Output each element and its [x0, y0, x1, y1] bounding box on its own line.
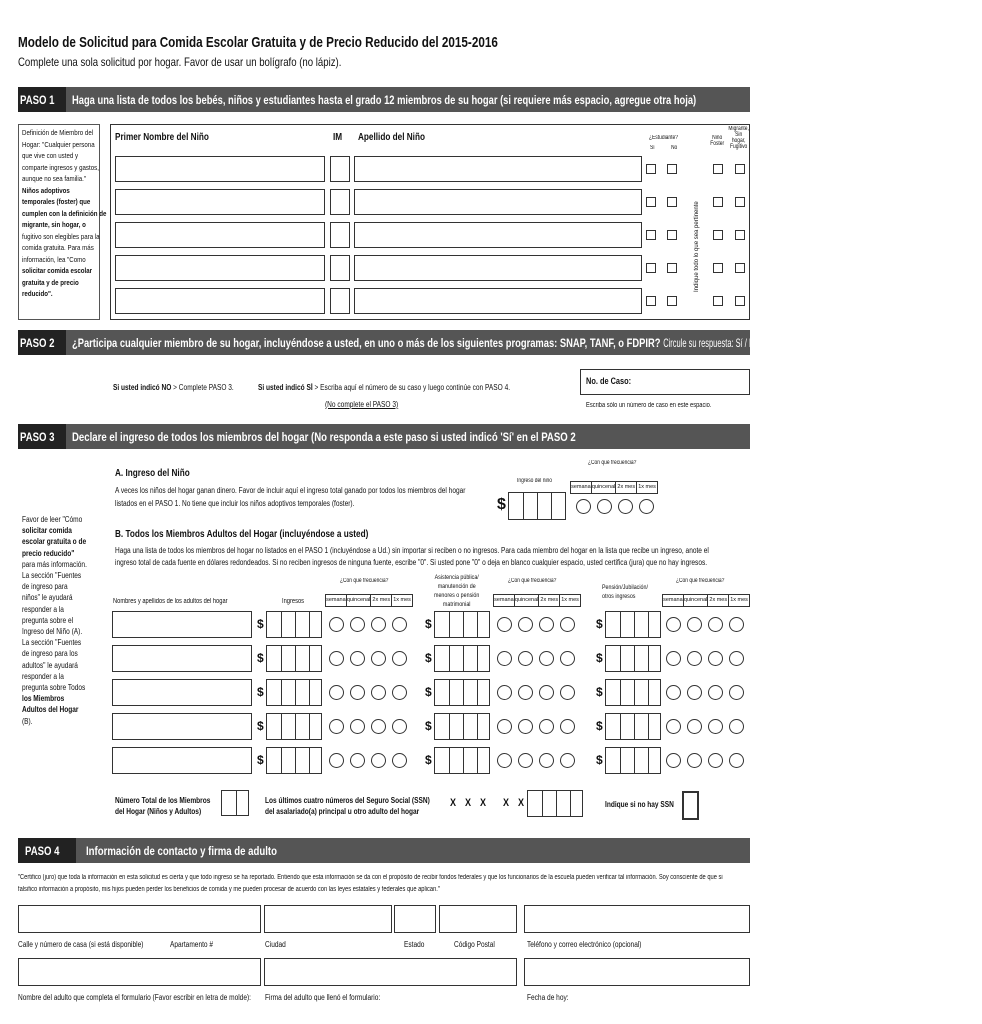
side-note-line: solicitar comida	[22, 526, 72, 536]
income-freq-circle[interactable]	[329, 753, 344, 768]
form-subtitle: Complete una sola solicitud por hogar. Favor de usar un bolígrafo (no lápiz).	[18, 55, 342, 69]
col-migrant: Migrante, Sin hogar, Fugitivo	[728, 126, 749, 150]
freq-label: 2x mes	[615, 482, 636, 493]
adult-name-field[interactable]	[112, 747, 252, 774]
vertical-note: Indique todo lo que sea pertinente	[694, 201, 700, 292]
child-mi-field[interactable]	[330, 156, 350, 182]
pension-field[interactable]	[605, 611, 661, 638]
income-freq-circle[interactable]	[392, 617, 407, 632]
assistance-freq-circle[interactable]	[518, 753, 533, 768]
freq-question-2: ¿Con qué frecuencia?	[508, 578, 557, 584]
paso1-header	[18, 87, 750, 112]
income-field[interactable]	[266, 645, 322, 672]
side-note-line: fugitivo son elegibles para la	[22, 231, 100, 241]
col-student: ¿Estudiante?	[649, 135, 678, 141]
state-field[interactable]	[394, 905, 436, 933]
paso2-circle-answer[interactable]: Circule su respuesta: Sí / No	[663, 335, 759, 350]
income-freq-circle[interactable]	[371, 719, 386, 734]
adult-income-text-2: ingreso total de cada fuente en dólares redondeados. Si no reciben ingresos de ninguna fuente, escribe "0". Si usted pone "0" o deja en blanco cualquier espacio, usted certifica (jura) que no hay ingresos.	[115, 558, 708, 567]
side-note-line: para más información.	[22, 559, 87, 569]
total-members-field[interactable]	[221, 790, 249, 816]
student-no-checkbox[interactable]	[667, 263, 677, 273]
child-income-title: A. Ingreso del Niño	[115, 468, 190, 479]
student-no-checkbox[interactable]	[667, 197, 677, 207]
adult-name-field[interactable]	[112, 645, 252, 672]
side-note-line: precio reducido"	[22, 548, 75, 558]
dollar-sign: $	[596, 685, 603, 699]
student-yes-checkbox[interactable]	[646, 164, 656, 174]
paso3-header	[18, 424, 750, 449]
paso2-title: ¿Participa cualquier miembro de su hogar, incluyéndose a usted, en uno o más de los siguientes programas: SNAP, TANF, o FDPIR? Circule su respuesta: Sí / No	[72, 335, 759, 350]
pension-freq-circle[interactable]	[729, 685, 744, 700]
adult-income-title: B. Todos los Miembros Adultos del Hogar (incluyéndose a usted)	[115, 529, 369, 540]
dollar-sign: $	[596, 617, 603, 631]
side-note-line: Favor de leer "Cómo	[22, 515, 83, 524]
ssn-label: Los últimos cuatro números del Seguro Social (SSN) del asalariado(a) principal u otro adulto del hogar	[265, 796, 430, 816]
assistance-freq-circle[interactable]	[560, 753, 575, 768]
pension-freq-circle[interactable]	[729, 719, 744, 734]
dollar-sign: $	[257, 753, 264, 767]
col-income: Ingresos	[282, 598, 305, 605]
freq-label: 2x mes	[707, 595, 728, 606]
income-freq-circle[interactable]	[329, 651, 344, 666]
paso4-title: Información de contacto y firma de adulto	[86, 843, 277, 858]
income-freq-circle[interactable]	[350, 685, 365, 700]
side-note-line: solicitar comida escolar	[22, 266, 93, 275]
side-note-line: comida gratuita. Para más	[22, 243, 94, 252]
side-note-line: temporales (foster) que	[22, 197, 91, 206]
child-freq-circle[interactable]	[639, 499, 654, 514]
no-ssn-checkbox[interactable]	[682, 791, 699, 820]
date-label: Fecha de hoy:	[527, 993, 569, 1002]
income-freq-circle[interactable]	[350, 651, 365, 666]
dollar-sign: $	[425, 617, 432, 631]
student-no-checkbox[interactable]	[667, 230, 677, 240]
income-freq-circle[interactable]	[350, 719, 365, 734]
child-income-label: Ingreso del niño	[517, 478, 553, 484]
freq-label: 2x mes	[538, 595, 559, 606]
assistance-freq-circle[interactable]	[497, 651, 512, 666]
side-note-line: La sección "Fuentes	[22, 571, 82, 580]
migrant-checkbox[interactable]	[735, 230, 745, 240]
dollar-sign: $	[425, 651, 432, 665]
col-no: No	[671, 145, 678, 151]
freq-label: quincenal	[591, 482, 616, 493]
dollar-sign: $	[257, 617, 264, 631]
income-freq-circle[interactable]	[371, 685, 386, 700]
side-note-line: migrante, sin hogar, o	[22, 220, 86, 229]
freq-question-1: ¿Con qué frecuencia?	[340, 578, 389, 584]
side-note-line: Ingreso del Niño (A).	[22, 627, 83, 636]
dollar-sign: $	[425, 753, 432, 767]
freq-header-1	[325, 594, 413, 607]
foster-checkbox[interactable]	[713, 296, 723, 306]
income-freq-circle[interactable]	[350, 753, 365, 768]
freq-label: semana	[571, 484, 591, 490]
apt-label: Apartamento #	[170, 940, 214, 949]
freq-label: quincenal	[683, 595, 708, 606]
side-note-line: Niños adoptivos	[22, 185, 70, 195]
case-number-note: Escriba sólo un número de caso en este espacio.	[586, 402, 712, 409]
assistance-freq-circle[interactable]	[497, 685, 512, 700]
freq-header-2	[493, 594, 581, 607]
student-yes-checkbox[interactable]	[646, 230, 656, 240]
pension-freq-circle[interactable]	[687, 617, 702, 632]
pension-freq-circle[interactable]	[708, 719, 723, 734]
child-mi-field[interactable]	[330, 288, 350, 314]
pension-field[interactable]	[605, 645, 661, 672]
student-yes-checkbox[interactable]	[646, 197, 656, 207]
state-label: Estado	[404, 940, 425, 949]
child-income-text-1: A veces los niños del hogar ganan dinero. Favor de incluir aquí el ingreso total ganado por todos los miembros del hogar	[115, 486, 466, 495]
pension-field[interactable]	[605, 747, 661, 774]
pension-freq-circle[interactable]	[729, 617, 744, 632]
pension-field[interactable]	[605, 679, 661, 706]
pension-freq-circle[interactable]	[708, 617, 723, 632]
paso4-step-label: PASO 4	[18, 838, 76, 863]
child-freq-circle[interactable]	[618, 499, 633, 514]
col-foster: Niño Foster	[710, 135, 725, 147]
adult-name-field[interactable]	[112, 713, 252, 740]
freq-label: 1x mes	[559, 595, 580, 606]
dollar-sign: $	[596, 651, 603, 665]
signature-label: Firma del adulto que llenó el formulario:	[265, 993, 381, 1002]
city-field[interactable]	[264, 905, 392, 933]
assistance-freq-circle[interactable]	[518, 617, 533, 632]
side-note-line: información, lea "Como	[22, 254, 86, 264]
income-freq-circle[interactable]	[392, 651, 407, 666]
assistance-field[interactable]	[434, 713, 490, 740]
pension-freq-circle[interactable]	[687, 651, 702, 666]
pension-freq-circle[interactable]	[687, 753, 702, 768]
pension-freq-circle[interactable]	[687, 719, 702, 734]
child-first-name-field[interactable]	[115, 222, 325, 248]
pension-freq-circle[interactable]	[687, 685, 702, 700]
col-adult-names: Nombres y apellidos de los adultos del hogar	[113, 598, 228, 605]
freq-label: semana	[326, 597, 346, 603]
ssn-mask-char: X	[518, 797, 525, 809]
col-mi: IM	[333, 132, 343, 143]
child-mi-field[interactable]	[330, 255, 350, 281]
pension-freq-circle[interactable]	[729, 753, 744, 768]
side-note-line: pregunta sobre Todos	[22, 683, 86, 692]
income-freq-circle[interactable]	[329, 617, 344, 632]
paso2-dont-complete: (No complete el PASO 3)	[325, 400, 399, 409]
child-mi-field[interactable]	[330, 189, 350, 215]
side-note-line: Hogar: "Cualquier persona	[22, 139, 95, 149]
dollar-sign: $	[425, 685, 432, 699]
freq-label: 1x mes	[636, 482, 657, 493]
adult-name-field[interactable]	[112, 679, 252, 706]
col-yes: Sí	[650, 145, 655, 151]
paso3-title: Declare el ingreso de todos los miembros del hogar (No responda a este paso si usted indicó 'Sí' en el PASO 2	[72, 429, 576, 444]
paso1-step-label: PASO 1	[18, 87, 66, 112]
freq-label: quincenal	[514, 595, 539, 606]
assistance-freq-circle[interactable]	[539, 651, 554, 666]
signature-field[interactable]	[264, 958, 517, 986]
assistance-freq-circle[interactable]	[518, 685, 533, 700]
pension-freq-circle[interactable]	[729, 651, 744, 666]
pension-freq-circle[interactable]	[708, 753, 723, 768]
child-mi-field[interactable]	[330, 222, 350, 248]
phone-label: Teléfono y correo electrónico (opcional)	[527, 940, 642, 949]
foster-checkbox[interactable]	[713, 197, 723, 207]
paso2-if-yes: Si usted indicó SÍ > Escriba aquí el número de su caso y luego continúe con PASO 4.	[258, 383, 511, 392]
income-freq-circle[interactable]	[371, 617, 386, 632]
freq-label: quincenal	[346, 595, 371, 606]
freq-label: 1x mes	[391, 595, 412, 606]
assistance-field[interactable]	[434, 679, 490, 706]
ssn-mask-char: X	[503, 797, 510, 809]
income-field[interactable]	[266, 747, 322, 774]
migrant-checkbox[interactable]	[735, 197, 745, 207]
side-note-line: aunque no sea familia."	[22, 174, 87, 183]
assistance-freq-circle[interactable]	[560, 617, 575, 632]
side-note-line: adultos" le ayudará	[22, 660, 78, 670]
paso3-step-label: PASO 3	[18, 424, 66, 449]
freq-question-3: ¿Con qué frecuencia?	[676, 578, 725, 584]
dollar-sign: $	[425, 719, 432, 733]
ssn-mask-char: X	[480, 797, 487, 809]
income-freq-circle[interactable]	[329, 719, 344, 734]
child-first-name-field[interactable]	[115, 156, 325, 182]
side-note-line: niños" le ayudará	[22, 593, 73, 603]
street-label: Calle y número de casa (si está disponible)	[18, 940, 144, 949]
dollar-sign: $	[596, 719, 603, 733]
child-last-name-field[interactable]	[354, 288, 642, 314]
pension-field[interactable]	[605, 713, 661, 740]
zip-field[interactable]	[439, 905, 517, 933]
ssn-mask-char: X	[450, 797, 457, 809]
side-note-line: (B).	[22, 716, 33, 726]
paso2-header	[18, 330, 759, 355]
side-note-line: reducido".	[22, 289, 53, 298]
migrant-checkbox[interactable]	[735, 296, 745, 306]
assistance-field[interactable]	[434, 747, 490, 774]
side-note-line: gratuita y de precio	[22, 277, 79, 287]
side-note-line: Definición de Miembro del	[22, 128, 94, 137]
assistance-freq-circle[interactable]	[560, 685, 575, 700]
child-first-name-field[interactable]	[115, 288, 325, 314]
income-freq-circle[interactable]	[329, 685, 344, 700]
side-note-line: responder a la	[22, 604, 64, 614]
adult-name-field[interactable]	[112, 611, 252, 638]
side-note-line: los Miembros	[22, 694, 65, 704]
paso2-if-no: Si usted indicó NO > Complete PASO 3.	[113, 383, 234, 392]
street-field[interactable]	[18, 905, 261, 933]
side-note-line: pregunta sobre el	[22, 615, 74, 625]
student-yes-checkbox[interactable]	[646, 263, 656, 273]
child-last-name-field[interactable]	[354, 189, 642, 215]
pension-freq-circle[interactable]	[708, 651, 723, 666]
assistance-freq-circle[interactable]	[518, 651, 533, 666]
ssn-last-four-field[interactable]	[527, 790, 583, 817]
phone-field[interactable]	[524, 905, 750, 933]
total-members-label: Número Total de los Miembros del Hogar (Niños y Adultos)	[115, 796, 211, 816]
date-field[interactable]	[524, 958, 750, 986]
paso4-header	[18, 838, 750, 863]
assistance-freq-circle[interactable]	[539, 753, 554, 768]
child-last-name-field[interactable]	[354, 156, 642, 182]
freq-label: 1x mes	[728, 595, 749, 606]
income-freq-circle[interactable]	[350, 617, 365, 632]
dollar-sign: $	[596, 753, 603, 767]
side-note-line: escolar gratuita o de	[22, 537, 87, 547]
zip-label: Código Postal	[454, 940, 495, 949]
income-freq-circle[interactable]	[392, 753, 407, 768]
certify-text-1: "Certifico (juro) que toda la información en esta solicitud es cierta y que todo ingreso se ha reportado. Entiendo que esta información se da con el propósito de recibir fondos federales y que los funcionarios de la escuela pueden verificar tal información. Soy consciente de que si	[18, 874, 723, 881]
paso2-step-label: PASO 2	[18, 330, 66, 355]
assistance-freq-circle[interactable]	[497, 617, 512, 632]
assistance-freq-circle[interactable]	[539, 617, 554, 632]
assistance-freq-circle[interactable]	[539, 719, 554, 734]
income-field[interactable]	[266, 611, 322, 638]
col-assistance: Asistencia pública/ manutención de menores o pensión matrimonial	[434, 574, 480, 608]
pension-freq-circle[interactable]	[666, 651, 681, 666]
paso1-title: Haga una lista de todos los bebés, niños y estudiantes hasta el grado 12 miembros de su hogar (si requiere más espacio, agregue otra hoja)	[72, 92, 697, 107]
child-freq-circle[interactable]	[597, 499, 612, 514]
income-freq-circle[interactable]	[392, 719, 407, 734]
pension-freq-circle[interactable]	[666, 685, 681, 700]
side-note-line: La sección "Fuentes	[22, 638, 82, 648]
migrant-checkbox[interactable]	[735, 263, 745, 273]
assistance-field[interactable]	[434, 645, 490, 672]
side-note-line: responder a la	[22, 671, 64, 681]
side-note-line: de ingreso para	[22, 582, 68, 592]
printed-name-field[interactable]	[18, 958, 261, 986]
migrant-checkbox[interactable]	[735, 164, 745, 174]
assistance-freq-circle[interactable]	[497, 753, 512, 768]
dollar-sign: $	[257, 651, 264, 665]
assistance-freq-circle[interactable]	[518, 719, 533, 734]
assistance-freq-circle[interactable]	[497, 719, 512, 734]
child-income-text-2: listados en el PASO 1. No tiene que incluir los niños adoptivos temporales (foster).	[115, 499, 355, 508]
child-last-name-field[interactable]	[354, 222, 642, 248]
income-field[interactable]	[266, 713, 322, 740]
child-last-name-field[interactable]	[354, 255, 642, 281]
certify-text-2: falsifico información a propósito, mis hijos pueden perder los beneficios de comida y me pueden procesar de acuerdo con las leyes estatales y federales que aplican."	[18, 886, 440, 893]
adult-income-text-1: Haga una lista de todos los miembros del hogar no listados en el PASO 1 (incluyéndose a Ud.) sin importar si reciben o no ingresos. Para cada miembro del hogar en la lista que recibe un ingreso, anote el	[115, 546, 709, 555]
city-label: Ciudad	[265, 940, 286, 949]
income-freq-circle[interactable]	[371, 753, 386, 768]
pension-freq-circle[interactable]	[666, 753, 681, 768]
pension-freq-circle[interactable]	[666, 617, 681, 632]
assistance-freq-circle[interactable]	[539, 685, 554, 700]
child-freq-header	[570, 481, 658, 494]
foster-checkbox[interactable]	[713, 263, 723, 273]
side-note-line: Adultos del Hogar	[22, 705, 79, 715]
student-yes-checkbox[interactable]	[646, 296, 656, 306]
side-note-line: de ingreso para los	[22, 649, 78, 659]
income-freq-circle[interactable]	[371, 651, 386, 666]
dollar-sign: $	[257, 719, 264, 733]
child-first-name-field[interactable]	[115, 255, 325, 281]
assistance-field[interactable]	[434, 611, 490, 638]
freq-label: semana	[663, 597, 683, 603]
student-no-checkbox[interactable]	[667, 164, 677, 174]
income-field[interactable]	[266, 679, 322, 706]
no-ssn-label: Indique si no hay SSN	[605, 800, 674, 809]
pension-freq-circle[interactable]	[708, 685, 723, 700]
pension-freq-circle[interactable]	[666, 719, 681, 734]
col-last-name: Apellido del Niño	[358, 132, 425, 143]
student-no-checkbox[interactable]	[667, 296, 677, 306]
child-income-field[interactable]	[508, 492, 566, 520]
form-title: Modelo de Solicitud para Comida Escolar Gratuita y de Precio Reducido del 2015-2016	[18, 34, 498, 51]
child-freq-circle[interactable]	[576, 499, 591, 514]
child-first-name-field[interactable]	[115, 189, 325, 215]
freq-label: 2x mes	[370, 595, 391, 606]
col-pension: Pensión/Jubilación/ otros ingresos	[602, 584, 648, 600]
assistance-freq-circle[interactable]	[560, 651, 575, 666]
side-note-line: cumplen con la definición de	[22, 208, 107, 218]
dollar-sign: $	[257, 685, 264, 699]
side-note-line: comparte ingresos y gastos,	[22, 162, 99, 172]
assistance-freq-circle[interactable]	[560, 719, 575, 734]
col-first-name: Primer Nombre del Niño	[115, 132, 209, 143]
freq-header-3	[662, 594, 750, 607]
ssn-mask-char: X	[465, 797, 472, 809]
foster-checkbox[interactable]	[713, 164, 723, 174]
child-dollar: $	[497, 496, 506, 513]
freq-label: semana	[494, 597, 514, 603]
child-freq-question: ¿Con qué frecuencia?	[588, 460, 637, 466]
case-number-label: No. de Caso:	[586, 376, 632, 386]
foster-checkbox[interactable]	[713, 230, 723, 240]
income-freq-circle[interactable]	[392, 685, 407, 700]
side-note-line: que vive con usted y	[22, 151, 79, 160]
printed-name-label: Nombre del adulto que completa el formulario (Favor escribir en letra de molde):	[18, 993, 251, 1002]
